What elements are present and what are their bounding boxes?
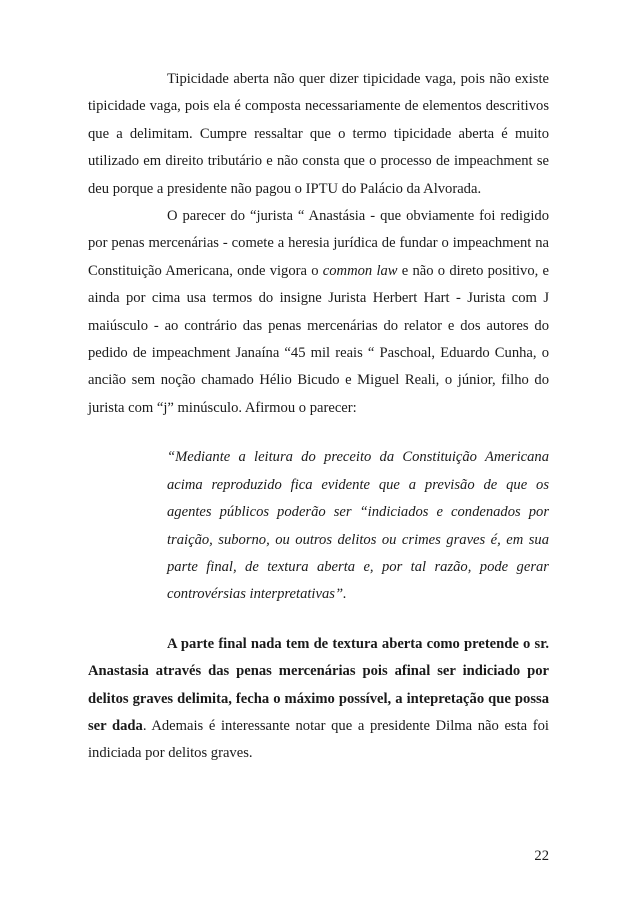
paragraph-final xyxy=(88,631,549,768)
paragraph-final-bold: A parte final nada tem de textura aberta como pretende o sr. Anastasia através das penas mercenárias pois afinal ser indiciado por delitos graves delimita, fecha o máximo possível, a intepretação que possa ser dada xyxy=(88,635,549,734)
paragraph-parecer xyxy=(88,203,549,422)
paragraph-parecer-part2: e não o direto positivo, e ainda por cima usa termos do insigne Jurista Herbert Hart - Jurista com J maiúsculo - ao contrário das penas mercenárias do relator e dos autores do pedido de impeachment Janaína “45 mil reais “ Paschoal, Eduardo Cunha, o ancião sem noção chamado Hélio Bicudo e Miguel Reali, o júnior, filho do jurista com “j” minúsculo. Afirmou o parecer: xyxy=(88,262,550,416)
paragraph-parecer-part1: O parecer do “jurista “ Anastásia - que obviamente foi redigido por penas mercenárias - comete a heresia jurídica de fundar o impeachment na Constituição Americana, onde vigora o xyxy=(88,208,549,279)
paragraph-final-rest: . Ademais é interessante notar que a presidente Dilma não esta foi indiciada por delitos graves. xyxy=(88,717,549,762)
block-quote: “Mediante a leitura do preceito da Constituição Americana acima reproduzido fica evidente que a previsão de que os agentes públicos poderão ser “indiciados e condenados por traição, suborno, ou outros delitos ou crimes graves é, em sua parte final, de textura aberta e, por tal razão, pode gerar controvérsias interpretativas”. xyxy=(167,449,549,603)
document-page xyxy=(88,66,549,768)
paragraph-tipicidade: Tipicidade aberta não quer dizer tipicidade vaga, pois não existe tipicidade vaga, pois ela é composta necessariamente de elementos descritivos que a delimitam. Cumpre ressaltar que o termo tipicidade aberta é muito utilizado em direito tributário e não consta que o processo de impeachment se deu porque a presidente não pagou o IPTU do Palácio da Alvorada. xyxy=(88,71,549,197)
page-number: 22 xyxy=(534,848,549,864)
common-law-term: common law xyxy=(322,262,398,279)
